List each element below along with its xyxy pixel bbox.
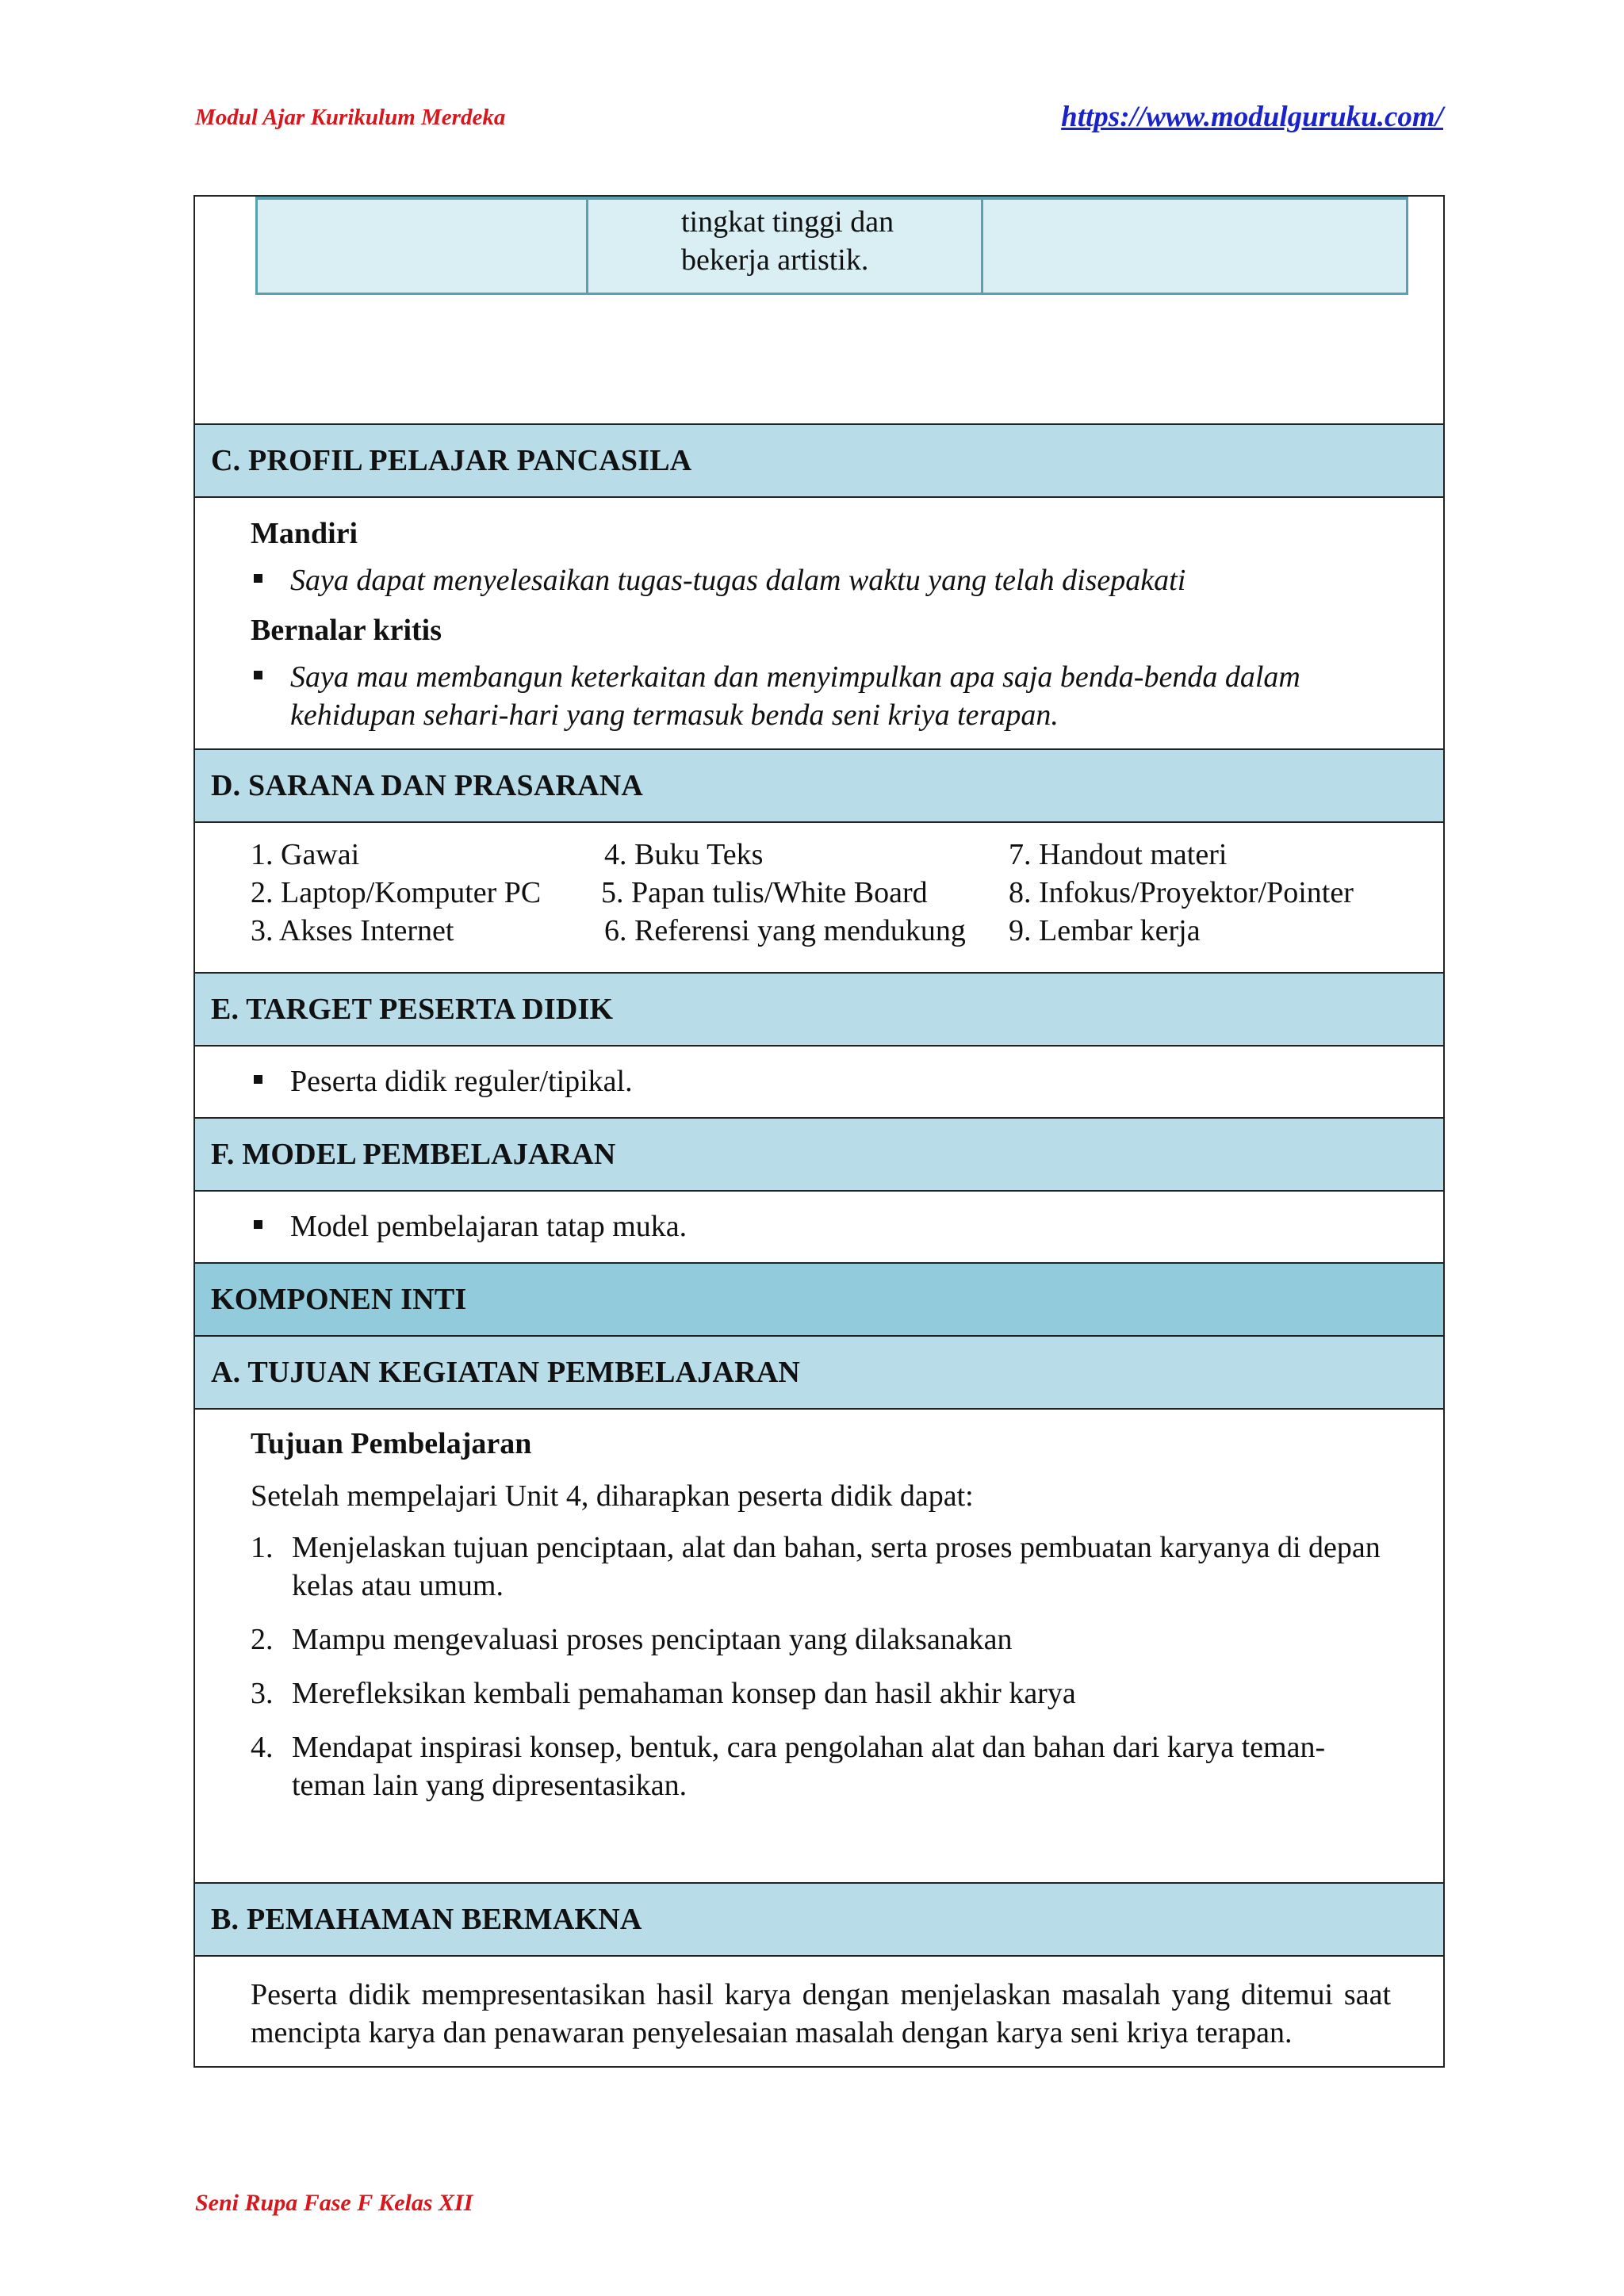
- section-sarana: [195, 748, 1443, 821]
- tujuan-intro: Setelah mempelajari Unit 4, diharapkan peserta didik dapat:: [251, 1479, 974, 1513]
- bullet-square-icon: [254, 671, 262, 679]
- section-pemahaman-body: [195, 1955, 1443, 2066]
- sarana-item: 1. Gawai: [251, 838, 360, 871]
- inner-table-divider: [981, 200, 983, 293]
- list-text: Mendapat inspirasi konsep, bentuk, cara pengolahan alat dan bahan dari karya teman-teman lain yang dipresentasikan.: [292, 1731, 1326, 1802]
- section-heading-tujuan: A. TUJUAN KEGIATAN PEMBELAJARAN: [195, 1337, 1443, 1408]
- list-number: 3.: [251, 1677, 274, 1710]
- section-tujuan: [195, 1335, 1443, 1408]
- inner-table-divider: [586, 200, 588, 293]
- profil-group-heading: Bernalar kritis: [251, 614, 442, 647]
- carryover-section: [195, 197, 1443, 423]
- section-tujuan-body: [195, 1408, 1443, 1882]
- sarana-item: 6. Referensi yang mendukung: [604, 914, 966, 947]
- tujuan-list-item: [251, 1621, 1391, 1659]
- section-profil-body: [195, 496, 1443, 748]
- tujuan-list-item: [251, 1529, 1391, 1605]
- list-text: Merefleksikan kembali pemahaman konsep dan hasil akhir karya: [292, 1677, 1076, 1710]
- header-document-title: Modul Ajar Kurikulum Merdeka: [195, 105, 506, 130]
- target-bullet: [251, 1062, 1391, 1100]
- tujuan-list-item: [251, 1728, 1391, 1804]
- section-target-body: [195, 1045, 1443, 1117]
- bullet-square-icon: [254, 1075, 262, 1084]
- bullet-square-icon: [254, 1220, 262, 1229]
- bullet-square-icon: [254, 574, 262, 583]
- profil-bullet-text: Saya dapat menyelesaikan tugas-tugas dalam waktu yang telah disepakati: [290, 564, 1186, 597]
- model-bullet-text: Model pembelajaran tatap muka.: [290, 1210, 688, 1243]
- profil-bullet-text: Saya mau membangun keterkaitan dan menyimpulkan apa saja benda-benda dalam kehidupan sehari-hari yang termasuk benda seni kriya terapan.: [290, 660, 1300, 732]
- section-model-body: [195, 1190, 1443, 1262]
- sarana-item: 8. Infokus/Proyektor/Pointer: [1009, 876, 1354, 909]
- carryover-line: bekerja artistik.: [681, 243, 869, 277]
- list-number: 2.: [251, 1623, 274, 1656]
- sarana-item: 7. Handout materi: [1009, 838, 1228, 871]
- sarana-item: 4. Buku Teks: [604, 838, 764, 871]
- section-heading-komponen: KOMPONEN INTI: [195, 1264, 1443, 1335]
- carryover-cell-text: [681, 203, 894, 279]
- section-heading-model: F. MODEL PEMBELAJARAN: [195, 1119, 1443, 1190]
- carryover-inner-table: [255, 197, 1408, 295]
- tujuan-heading: Tujuan Pembelajaran: [251, 1427, 532, 1460]
- target-bullet-text: Peserta didik reguler/tipikal.: [290, 1065, 633, 1098]
- footer-subject-label: Seni Rupa Fase F Kelas XII: [195, 2190, 473, 2216]
- list-number: 4.: [251, 1731, 274, 1764]
- section-model: [195, 1117, 1443, 1190]
- carryover-line: tingkat tinggi dan: [681, 205, 894, 239]
- tujuan-list-item: [251, 1674, 1391, 1712]
- list-text: Menjelaskan tujuan penciptaan, alat dan bahan, serta proses pembuatan karyanya di depan kelas atau umum.: [292, 1531, 1381, 1602]
- sarana-item: 9. Lembar kerja: [1009, 914, 1201, 947]
- section-heading-pemahaman: B. PEMAHAMAN BERMAKNA: [195, 1884, 1443, 1955]
- header-website-link[interactable]: https://www.modulguruku.com/: [1061, 101, 1443, 133]
- list-text: Mampu mengevaluasi proses penciptaan yang dilaksanakan: [292, 1623, 1013, 1656]
- profil-bullet: [251, 561, 1391, 599]
- sarana-list: [251, 837, 1391, 956]
- section-target: [195, 972, 1443, 1045]
- section-heading-sarana: D. SARANA DAN PRASARANA: [195, 750, 1443, 821]
- model-bullet: [251, 1207, 1391, 1246]
- sarana-item: 3. Akses Internet: [251, 914, 454, 947]
- profil-group-heading: Mandiri: [251, 517, 358, 550]
- section-heading-target: E. TARGET PESERTA DIDIK: [195, 974, 1443, 1045]
- list-number: 1.: [251, 1531, 274, 1564]
- section-sarana-body: [195, 821, 1443, 972]
- module-table: [193, 195, 1445, 2068]
- sarana-item: 5. Papan tulis/White Board: [601, 876, 928, 909]
- profil-bullet: [251, 658, 1391, 734]
- pemahaman-text: Peserta didik mempresentasikan hasil karya dengan menjelaskan masalah yang ditemui saat mencipta karya dan penawaran penyelesaian masalah dengan karya seni kriya terapan.: [251, 1978, 1391, 2049]
- section-heading-profil: C. PROFIL PELAJAR PANCASILA: [195, 425, 1443, 496]
- section-profil: [195, 423, 1443, 496]
- section-pemahaman: [195, 1882, 1443, 1955]
- sarana-item: 2. Laptop/Komputer PC: [251, 876, 542, 909]
- section-komponen: [195, 1262, 1443, 1335]
